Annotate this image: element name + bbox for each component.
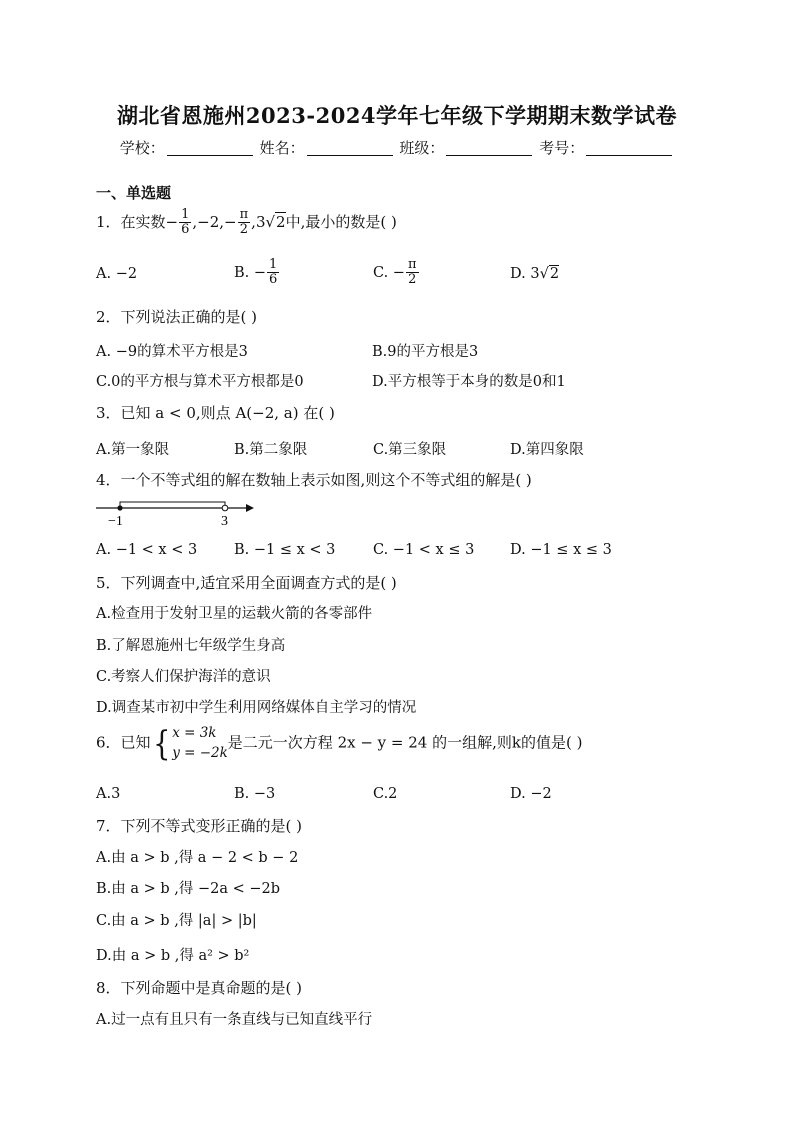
q6-option-a[interactable]: A.3 bbox=[96, 786, 121, 802]
q8-option-a[interactable]: A.过一点有且只有一条直线与已知直线平行 bbox=[96, 1012, 373, 1028]
q2-option-d[interactable]: D.平方根等于本身的数是0和1 bbox=[372, 374, 566, 390]
q1-option-c[interactable] bbox=[373, 258, 420, 288]
q6-eq1: x = 3k bbox=[172, 725, 217, 741]
q5-option-a[interactable]: A.检查用于发射卫星的运载火箭的各零部件 bbox=[96, 606, 373, 622]
q1-option-a[interactable]: A. −2 bbox=[96, 266, 138, 282]
solution-interval-box bbox=[120, 502, 225, 508]
q1-frac-num: 1 bbox=[181, 207, 190, 222]
q1-c-den: 2 bbox=[408, 272, 417, 288]
q2-option-a[interactable]: A. −9的算术平方根是3 bbox=[96, 344, 248, 360]
q1-coef: ,3 bbox=[251, 212, 266, 231]
q6-option-d[interactable]: D. −2 bbox=[510, 786, 552, 802]
number-line-arrow bbox=[246, 504, 254, 512]
q6-option-b[interactable]: B. −3 bbox=[234, 786, 276, 802]
q1-frac-pi-2 bbox=[238, 208, 251, 238]
q1-option-b[interactable] bbox=[234, 258, 280, 288]
q3-option-d[interactable]: D.第四象限 bbox=[510, 442, 584, 458]
q7-option-c[interactable]: C.由 a > b ,得 |a| > |b| bbox=[96, 913, 257, 929]
student-info-line bbox=[0, 137, 794, 158]
question-1-stem: 1．在实数− $\frac{1}{6}$ ,−2,− $\frac{\pi}{2}$ ,3√2中,最小的数是( ) bbox=[96, 207, 397, 238]
question-8-stem: 8．下列命题中是真命题的是( ) bbox=[96, 979, 303, 997]
q2-option-c[interactable]: C.0的平方根与算术平方根都是0 bbox=[96, 374, 304, 390]
q1-frac2-den: 2 bbox=[239, 222, 249, 238]
q4-option-a[interactable]: A. −1 < x < 3 bbox=[96, 542, 198, 558]
number-line-figure bbox=[96, 500, 266, 532]
school-blank[interactable] bbox=[167, 139, 253, 156]
number-blank[interactable] bbox=[586, 139, 672, 156]
q3-option-a[interactable]: A.第一象限 bbox=[96, 442, 170, 458]
question-2-stem: 2．下列说法正确的是( ) bbox=[96, 308, 258, 326]
tick-label-right: 3 bbox=[221, 514, 228, 529]
q4-option-b[interactable]: B. −1 ≤ x < 3 bbox=[234, 542, 336, 558]
exam-title: 湖北省恩施州2023-2024学年七年级下学期期末数学试卷 bbox=[116, 103, 678, 128]
question-5-stem: 5．下列调查中,适宜采用全面调查方式的是( ) bbox=[96, 574, 397, 592]
q5-option-d[interactable]: D.调查某市初中学生利用网络媒体自主学习的情况 bbox=[96, 700, 417, 716]
q1-d-pre: D. 3 bbox=[510, 266, 540, 282]
question-7-stem: 7．下列不等式变形正确的是( ) bbox=[96, 817, 303, 835]
q7-option-d[interactable]: D.由 a > b ,得 a² > b² bbox=[96, 948, 250, 964]
q6-eq2: y = −2k bbox=[172, 744, 228, 761]
q1-c-pre: C. − bbox=[373, 264, 405, 281]
left-endpoint-solid bbox=[117, 505, 122, 510]
class-blank[interactable] bbox=[446, 139, 532, 156]
q7-option-b[interactable]: B.由 a > b ,得 −2a < −2b bbox=[96, 881, 281, 897]
q6-lead: 6．已知 bbox=[96, 733, 151, 752]
q1-b-pre: B. − bbox=[234, 264, 267, 281]
right-endpoint-open bbox=[222, 505, 228, 511]
school-label: 学校： bbox=[119, 139, 165, 157]
q1-c-num: π bbox=[407, 257, 417, 272]
q1-frac-1-6 bbox=[179, 208, 191, 238]
q1-lead: 1．在实数 bbox=[96, 212, 166, 231]
q3-option-b[interactable]: B.第二象限 bbox=[234, 442, 308, 458]
q6-system bbox=[172, 724, 228, 763]
q1-frac2-num: π bbox=[239, 207, 249, 222]
q6-tail: 是二元一次方程 2x − y = 24 的一组解,则k的值是( ) bbox=[227, 733, 583, 752]
q1-d-sqrt: 2 bbox=[549, 266, 560, 282]
q1-mid: ,−2,− bbox=[192, 212, 237, 231]
q6-option-c[interactable]: C.2 bbox=[373, 786, 398, 802]
section-title: 一、单选题 bbox=[96, 184, 172, 202]
q7-option-a[interactable]: A.由 a > b ,得 a − 2 < b − 2 bbox=[96, 850, 299, 866]
q4-option-c[interactable]: C. −1 < x ≤ 3 bbox=[373, 542, 475, 558]
q1-b-frac bbox=[267, 258, 279, 288]
q6-brace: { bbox=[152, 723, 171, 764]
q1-frac-den: 6 bbox=[181, 222, 190, 238]
q4-option-d[interactable]: D. −1 ≤ x ≤ 3 bbox=[510, 542, 612, 558]
q5-option-b[interactable]: B.了解恩施州七年级学生身高 bbox=[96, 638, 286, 654]
q1-minus: − bbox=[165, 212, 179, 231]
number-label: 考号： bbox=[539, 139, 585, 157]
question-3-stem: 3．已知 a < 0,则点 A(−2, a) 在( ) bbox=[96, 404, 335, 422]
q1-c-frac bbox=[406, 258, 419, 288]
class-label: 班级： bbox=[399, 139, 445, 157]
q1-sqrt: 2 bbox=[276, 212, 286, 231]
question-6-stem bbox=[96, 724, 582, 763]
name-blank[interactable] bbox=[307, 139, 393, 156]
q5-option-c[interactable]: C.考察人们保护海洋的意识 bbox=[96, 669, 271, 685]
q1-b-den: 6 bbox=[269, 272, 278, 288]
q1-tail: 中,最小的数是( ) bbox=[285, 212, 397, 231]
question-4-stem: 4．一个不等式组的解在数轴上表示如图,则这个不等式组的解是( ) bbox=[96, 471, 532, 489]
q3-option-c[interactable]: C.第三象限 bbox=[373, 442, 447, 458]
q1-option-d[interactable]: D. 3√2 bbox=[510, 266, 560, 282]
q2-option-b[interactable]: B.9的平方根是3 bbox=[372, 344, 479, 360]
q1-b-num: 1 bbox=[269, 257, 278, 272]
tick-label-left: −1 bbox=[108, 514, 123, 529]
name-label: 姓名： bbox=[259, 139, 305, 157]
